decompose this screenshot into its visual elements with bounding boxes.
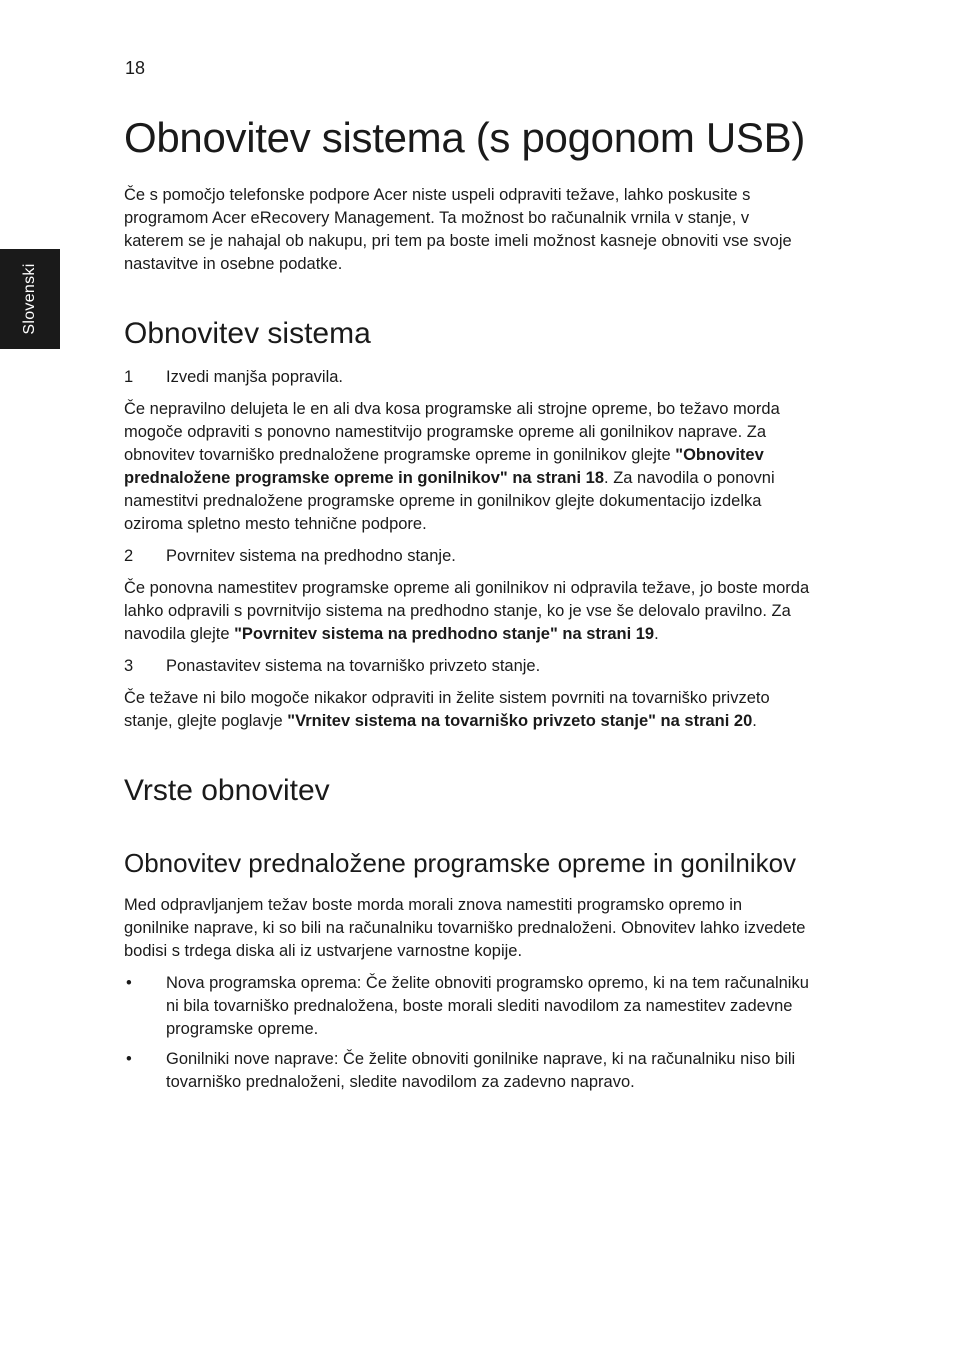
bullet-item [124, 1048, 810, 1094]
paragraph-text: Če težave ni bilo mogoče nikakor odpraviti in želite sistem povrniti na tovarniško privzeto stanje, glejte poglavje [124, 689, 770, 730]
bullet-text: Gonilniki nove naprave: Če želite obnoviti gonilnike naprave, ki na računalniku niso bili tovarniško prednaloženi, sledite navodilom za zadevno napravo. [166, 1050, 796, 1091]
cross-reference: "Vrnitev sistema na tovarniško privzeto stanje" na strani 20 [287, 712, 753, 730]
step-item [124, 655, 810, 678]
bullet-icon: • [126, 974, 132, 992]
language-side-tab [0, 249, 60, 349]
step-number: 2 [124, 547, 134, 565]
cross-reference: "Povrnitev sistema na predhodno stanje" na strani 19 [234, 625, 655, 643]
step-description [124, 577, 810, 646]
bullet-item [124, 972, 810, 1041]
intro-paragraph: Če s pomočjo telefonske podpore Acer niste uspeli odpraviti težave, lahko poskusite s programom Acer eRecovery Management. Ta možnost bo računalnik vrnila v stanje, v katerem se je nahajal ob nakupu, pri tem pa boste imeli možnost kasneje obnoviti vse svoje nastavitve in osebne podatke. [124, 186, 792, 273]
section-heading-system-recovery: Obnovitev sistema [124, 317, 371, 350]
paragraph-text: . [752, 712, 757, 730]
step-description [124, 398, 810, 536]
step-item [124, 366, 810, 389]
paragraph-text: . Za navodila o ponovni namestitvi prednaložene programske opreme in gonilnikov glejte dokumentacijo izdelka oziroma spletno mesto tehnične podpore. [124, 469, 775, 533]
step-number: 3 [124, 657, 134, 675]
subsection-heading: Obnovitev prednaložene programske opreme in gonilnikov [124, 848, 797, 878]
paragraph-text: Če nepravilno delujeta le en ali dva kosa programske ali strojne opreme, bo težavo morda mogoče odpraviti s ponovno namestitvijo programske opreme ali gonilnikov naprave. Za obnovitev tovarniško prednaložene programske opreme in gonilnikov glejte [124, 400, 780, 464]
bullet-text: Nova programska oprema: Če želite obnoviti programsko opremo, ki na tem računalniku ni bila tovarniško prednaložena, boste morali slediti navodilom za namestitev zadevne programske opreme. [166, 974, 809, 1038]
paragraph-text: . [654, 625, 659, 643]
step-number: 1 [124, 368, 134, 386]
section-heading-recovery-types: Vrste obnovitev [124, 774, 330, 807]
bullet-icon: • [126, 1050, 132, 1068]
page-content [124, 112, 810, 1101]
step-description [124, 687, 810, 733]
step-text: Povrnitev sistema na predhodno stanje. [166, 547, 456, 565]
paragraph-text: Če ponovna namestitev programske opreme ali gonilnikov ni odpravila težave, jo boste morda lahko odpravili s povrnitvijo sistema na predhodno stanje, ko je vse še delovalo pravilno. Za navodila glejte [124, 579, 810, 643]
language-tab-label: Slovenski [21, 263, 38, 335]
page-title: Obnovitev sistema (s pogonom USB) [124, 114, 806, 161]
step-text: Izvedi manjša popravila. [166, 368, 344, 386]
subsection-paragraph: Med odpravljanjem težav boste morda morali znova namestiti programsko opremo in gonilnike naprave, ki so bili na računalniku tovarniško prednaloženi. Obnovitev lahko izvedete bodisi s trdega diska ali iz ustvarjene varnostne kopije. [124, 896, 806, 960]
step-item [124, 545, 810, 568]
page-number: 18 [125, 58, 146, 78]
cross-reference: "Obnovitev prednaložene programske opreme in gonilnikov" na strani 18 [124, 446, 764, 487]
step-text: Ponastavitev sistema na tovarniško privzeto stanje. [166, 657, 541, 675]
